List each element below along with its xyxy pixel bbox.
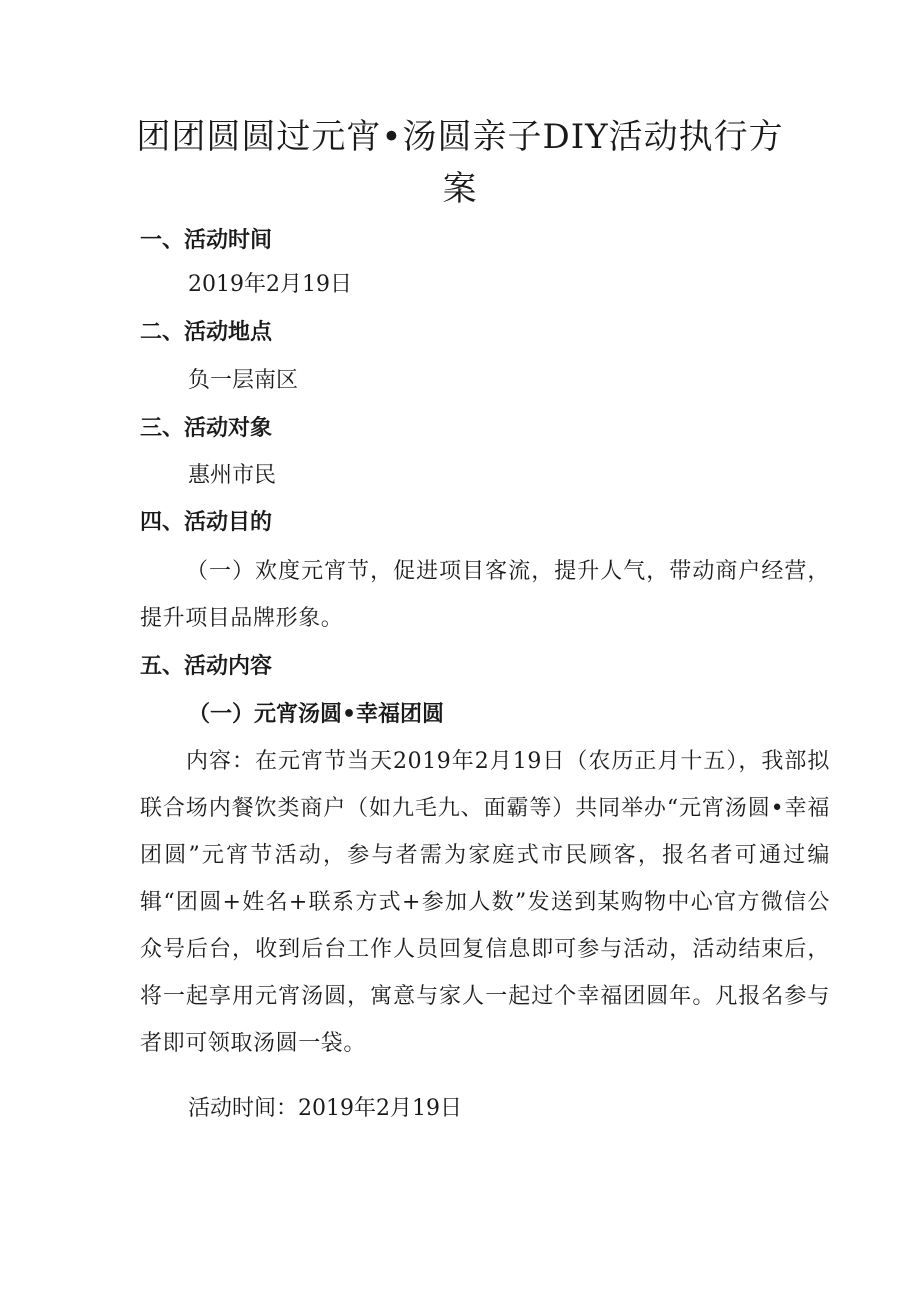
section-content-location: 负一层南区: [188, 368, 299, 393]
section-content-description: 内容：在元宵节当天2019年2月19日（农历正月十五），我部拟联合场内餐饮类商户（如九毛九、面霸等）共同举办“元宵汤圆•幸福团圆”元宵节活动，参与者需为家庭式市民顾客，报名者可通过编辑“团圆+姓名+联系方式+参加人数”发送到某购物中心官方微信公众号后台，收到后台工作人员回复信息即可参与活动，活动结束后，将一起享用元宵汤圆，寓意与家人一起过个幸福团圆年。凡报名参与者即可领取汤圆一袋。: [140, 749, 830, 1056]
document-title-line2: 案: [442, 169, 478, 209]
section-heading-purpose: 四、活动目的: [140, 510, 273, 535]
activity-time-line: 活动时间：2019年2月19日: [188, 1096, 462, 1121]
section-subheading-content: （一）元宵汤圆•幸福团圆: [188, 702, 445, 727]
section-content-time: 2019年2月19日: [188, 272, 352, 297]
section-heading-audience: 三、活动对象: [140, 416, 273, 441]
document-title-line1: 团团圆圆过元宵•汤圆亲子DIY活动执行方: [136, 117, 784, 157]
section-content-audience: 惠州市民: [188, 463, 277, 488]
section-heading-content: 五、活动内容: [140, 654, 273, 679]
section-content-purpose: （一）欢度元宵节，促进项目客流，提升人气，带动商户经营，提升项目品牌形象。: [140, 559, 830, 631]
section-heading-location: 二、活动地点: [140, 320, 273, 345]
section-heading-time: 一、活动时间: [140, 228, 273, 253]
